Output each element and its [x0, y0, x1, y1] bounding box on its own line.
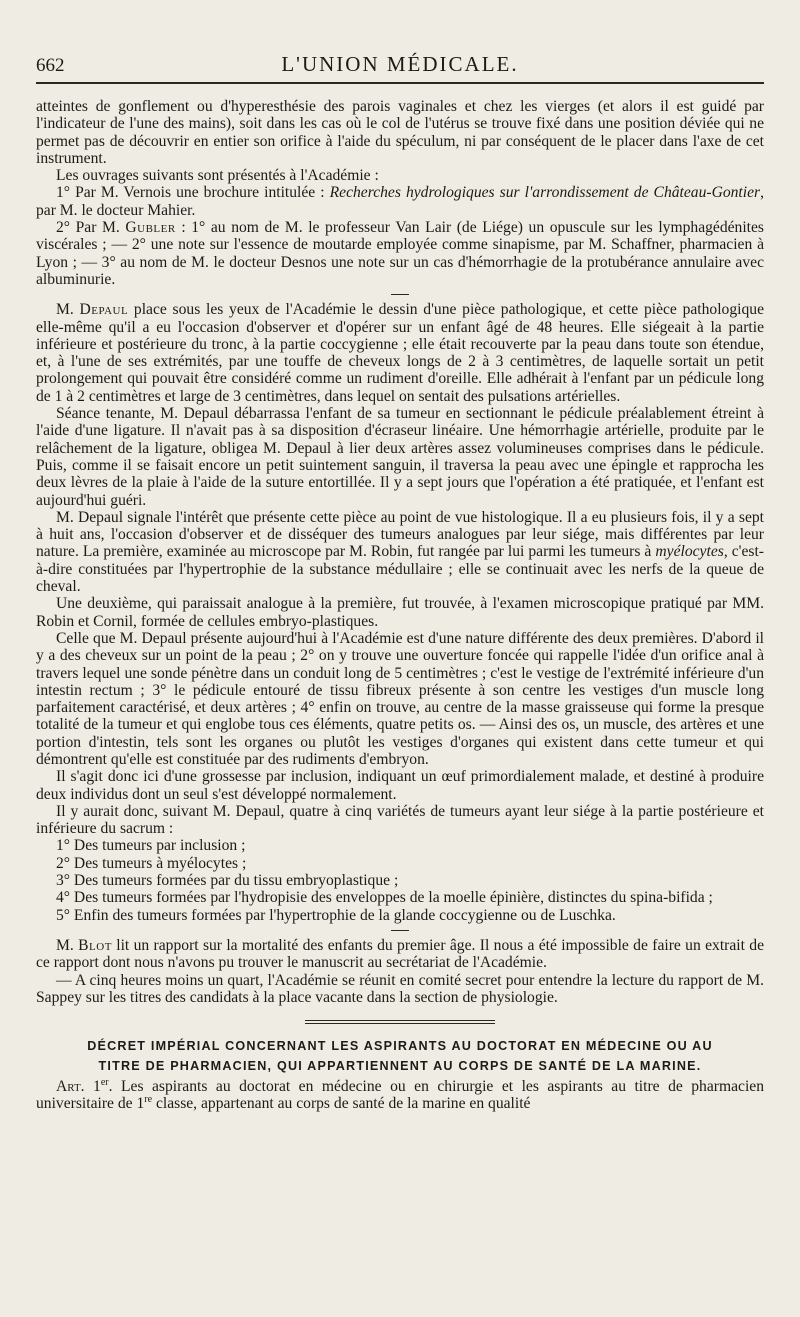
text-span: M.	[56, 936, 79, 954]
running-title: L'UNION MÉDICALE.	[281, 52, 519, 76]
page-header	[36, 52, 764, 84]
article-label: Art. 1	[56, 1078, 101, 1096]
section-separator	[391, 294, 409, 295]
text-span: lit un rapport sur la mortalité des enfants du premier âge. Il nous a été impossible de faire un extrait de ce rapport dont nous n'avons pu trouver le manuscrit au secrétariat de l'Académie.	[36, 936, 764, 972]
list-item: 5° Enfin des tumeurs formées par l'hypertrophie de la glande coccygienne ou de Luschka.	[56, 906, 616, 924]
decree-title-line: DÉCRET IMPÉRIAL CONCERNANT LES ASPIRANTS AU DOCTORAT EN MÉDECINE OU AU	[87, 1039, 713, 1054]
paragraph	[36, 301, 764, 405]
author-name: Depaul	[79, 301, 129, 319]
body-text	[36, 98, 764, 1006]
paragraph: Séance tenante, M. Depaul débarrassa l'enfant de sa tumeur en sectionnant le pédicule préalablement étreint à l'aide d'une ligature. Il n'avait pas à sa disposition d'écraseur linéaire. Une hémorrhagie artérielle, produite par le relâchement de la ligature, obligea M. Depaul à lier deux artères assez volumineuses comprises dans le pédicule. Puis, comme il se faisait encore un petit suintement sanguin, il traversa la peau avec une épingle et rapprocha les deux lèvres de la plaie à l'aide de la suture entortillée. Il y a sept jours que l'opération a été pratiquée, et l'enfant est aujourd'hui guéri.	[36, 405, 764, 509]
paragraph: Une deuxième, qui paraissait analogue à la première, fut trouvée, à l'examen microscopique pratiqué par MM. Robin et Cornil, formée de cellules embryo-plastiques.	[36, 595, 764, 630]
superscript: er	[100, 1076, 109, 1088]
paragraph	[36, 219, 764, 288]
list-item: 1° Des tumeurs par inclusion ;	[56, 837, 246, 855]
superscript: re	[144, 1094, 153, 1106]
text-span: , par M. le docteur Mahier.	[36, 184, 764, 219]
text-span: place sous les yeux de l'Académie le dessin d'une pièce pathologique, et cette pièce pathologique elle-même qu'il a eu l'occasion d'observer et d'opérer sur un enfant âgé de 48 heures. Elle siégeait à la partie inférieure et postérieure du tronc, à la partie coccygienne ; elle était recouverte par la peau dans toute son étendue, et, à l'une de ses extrémités, par une touffe de cheveux longs de 2 à 3 centimètres, de laquelle sortait un petit prolongement qui pouvait être considéré comme un rudiment d'oreille. Elle adhérait à l'enfant par un pédicule long de 1 à 2 centimètres et large de 3 centimètres, dans lequel on sentait des pulsations artérielles.	[36, 301, 764, 405]
paragraph: Celle que M. Depaul présente aujourd'hui à l'Académie est d'une nature différente des deux premières. D'abord il y a des cheveux sur un point de la peau ; 2° on y trouve une ouverture foncée qui rappelle l'idée d'un orifice anal à travers lequel une sonde pénètre dans un conduit long de 5 centimètres ; c'est le vestige de l'extrémité inférieure d'un intestin rectum ; 3° le pédicule entouré de tissu fibreux présente à son centre les vestiges d'un muscle long parfaitement caractérisé, et deux artères ; 4° enfin on trouve, au centre de la masse graisseuse qui forme la presque totalité de la tumeur et qui englobe tous ces éléments, quatre petits os. — Ainsi des os, un muscle, des artères et une portion d'intestin, tels sont les organes ou plutôt les vestiges d'organes qui existent dans cette tumeur et qui démontrent qu'elle est constituée par des rudiments d'embryon.	[36, 629, 764, 768]
list-item: 3° Des tumeurs formées par du tissu embryoplastique ;	[56, 872, 399, 890]
text-span: classe, appartenant au corps de santé de la marine en qualité	[152, 1095, 531, 1113]
section-separator	[391, 930, 409, 931]
decree-title	[36, 1036, 764, 1076]
list-item: 2° Des tumeurs à myélocytes ;	[56, 854, 247, 872]
text-span: : 1° au nom de M. le professeur Van Lair (de Liége) un opuscule sur les lymphagédénites viscérales ; — 2° une note sur l'essence de moutarde employée comme sinapisme, par M. Schaffner, pharmacien à Lyon ; — 3° au nom de M. le docteur Desnos une note sur un cas d'hémorrhagie de la protubérance annulaire avec albuminurie.	[36, 219, 765, 288]
text-span: . Les aspirants au doctorat en médecine ou en chirurgie et les aspirants au titre de pharmacien universitaire de 1	[36, 1078, 764, 1113]
paragraph: — A cinq heures moins un quart, l'Académie se réunit en comité secret pour entendre la lecture du rapport de M. Sappey sur les titres des candidats à la place vacante dans la section de physiologie.	[36, 971, 764, 1006]
text-span: 1° Par M. Vernois une brochure intitulée :	[56, 184, 330, 202]
paragraph: atteintes de gonflement ou d'hyperesthésie des parois vaginales et chez les vierges (et alors il est guidé par l'indicateur de l'une des mains), soit dans les cas où le col de l'utérus se trouve fixé dans une position déviée qui ne permet pas de découvrir en entier son orifice à l'aide du spéculum, ni par conséquent de le placer dans l'axe de cet instrument.	[36, 98, 764, 167]
paragraph: Il s'agit donc ici d'une grossesse par inclusion, indiquant un œuf primordialement malade, et destiné à produire deux individus dont un seul s'est développé normalement.	[36, 768, 764, 803]
article-paragraph	[36, 1078, 764, 1113]
paragraph	[36, 509, 764, 595]
decree-body	[36, 1078, 764, 1113]
double-rule-divider	[305, 1020, 495, 1024]
paragraph	[36, 184, 764, 219]
paragraph: Il y aurait donc, suivant M. Depaul, quatre à cinq variétés de tumeurs ayant leur siége à la partie postérieure et inférieure du sacrum :	[36, 802, 764, 838]
text-span: M. Depaul signale l'intérêt que présente cette pièce au point de vue histologique. Il a eu plusieurs fois, il y a sept à huit ans, l'occasion d'observer et de disséquer des tumeurs analogues par leur siége, mais différentes par leur nature. La première, examinée au microscope par M. Robin, fut rangée par lui parmi les tumeurs à	[36, 508, 764, 561]
text-span: 2° Par M.	[56, 219, 126, 237]
italic-term: myélocytes	[655, 543, 724, 561]
author-name: Gubler	[125, 219, 176, 237]
page-number: 662	[36, 55, 65, 76]
paragraph: Les ouvrages suivants sont présentés à l'Académie :	[56, 167, 379, 185]
book-title: Recherches hydrologiques sur l'arrondissement de Château-Gontier	[329, 184, 761, 202]
text-span: M.	[56, 301, 80, 319]
list-item: 4° Des tumeurs formées par l'hydropisie des enveloppes de la moelle épinière, distinctes du spina-bifida ;	[56, 889, 713, 907]
author-name: Blot	[78, 936, 112, 954]
decree-title-line: TITRE DE PHARMACIEN, QUI APPARTIENNENT AU CORPS DE SANTÉ DE LA MARINE.	[98, 1059, 702, 1074]
text-span: , c'est-à-dire constituées par l'hypertrophie de la substance médullaire ; elle se continuait avec les nerfs de la queue de cheval.	[36, 543, 764, 596]
paragraph	[36, 937, 764, 972]
